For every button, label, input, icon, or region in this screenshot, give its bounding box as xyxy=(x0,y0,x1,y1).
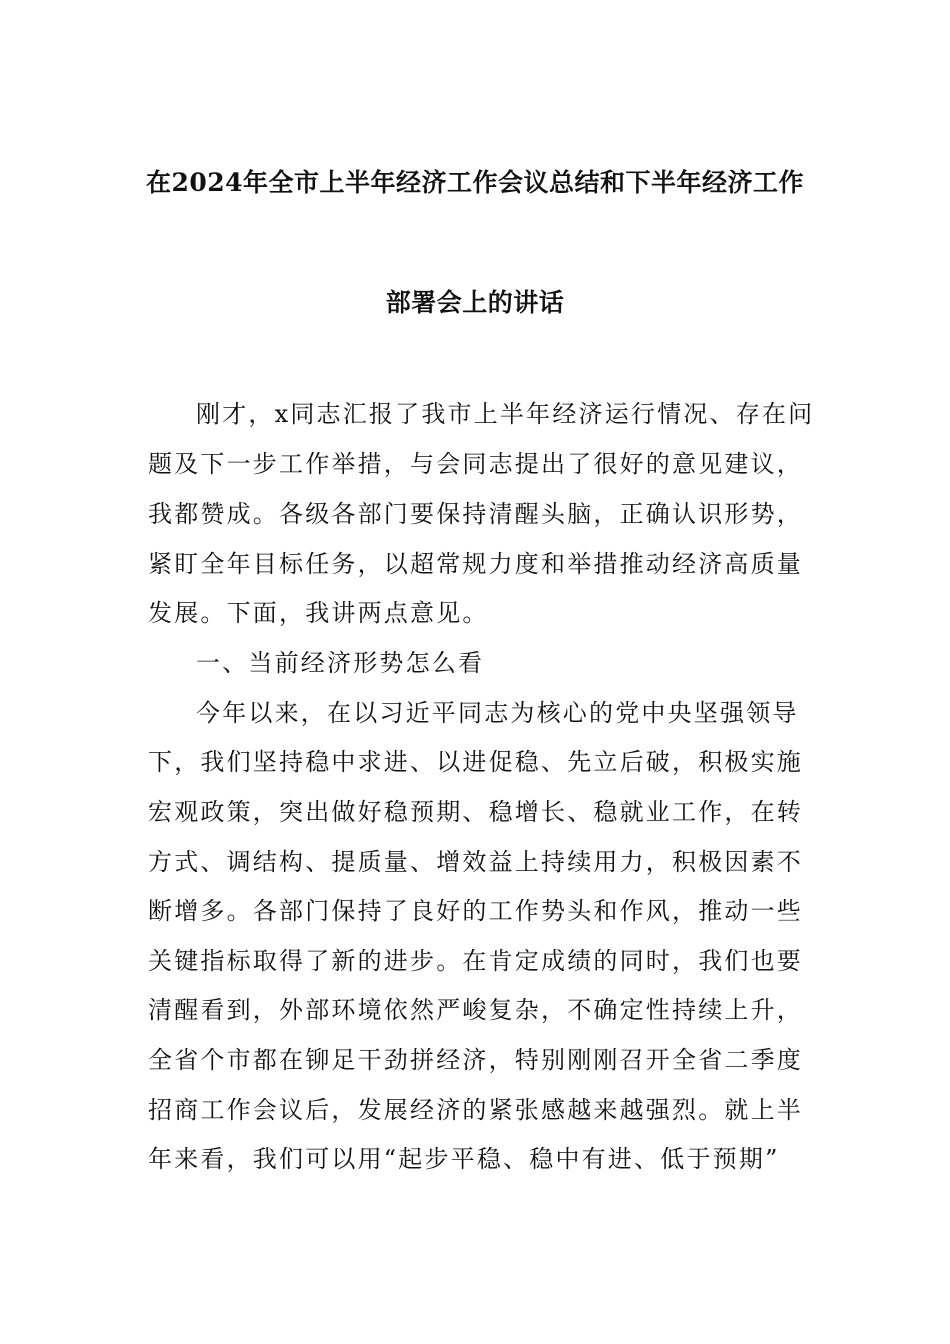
body-line: 下，我们坚持稳中求进、以进促稳、先立后破，积极实施 xyxy=(148,748,803,776)
body-line: 方式、调结构、提质量、增效益上持续用力，积极因素不 xyxy=(148,848,803,876)
body-line: 宏观政策，突出做好稳预期、稳增长、稳就业工作，在转 xyxy=(148,798,803,826)
body-line: 全省个市都在铆足干劲拼经济，特别刚刚召开全省二季度 xyxy=(148,1046,803,1074)
body-line: 刚才，x同志汇报了我市上半年经济运行情况、存在问 xyxy=(196,400,815,428)
document-title-line-2: 部署会上的讲话 xyxy=(385,288,565,317)
document-title-line-1: 在2024年全市上半年经济工作会议总结和下半年经济工作 xyxy=(145,168,805,197)
body-line: 紧盯全年目标任务，以超常规力度和举措推动经济高质量 xyxy=(148,550,803,578)
body-line: 我都赞成。各级各部门要保持清醒头脑，正确认识形势， xyxy=(148,500,803,528)
body-line: 清醒看到，外部环境依然严峻复杂，不确定性持续上升， xyxy=(148,996,803,1024)
body-line: 招商工作会议后，发展经济的紧张感越来越强烈。就上半 xyxy=(148,1096,803,1124)
body-line: 题及下一步工作举措，与会同志提出了很好的意见建议， xyxy=(148,450,803,478)
body-line: 关键指标取得了新的进步。在肯定成绩的同时，我们也要 xyxy=(148,947,803,975)
body-line: 断增多。各部门保持了良好的工作势头和作风，推动一些 xyxy=(148,897,803,925)
body-line: 发展。下面，我讲两点意见。 xyxy=(148,599,489,627)
section-heading: 一、当前经济形势怎么看 xyxy=(196,649,485,677)
body-line: 年来看，我们可以用“起步平稳、稳中有进、低于预期” xyxy=(148,1145,780,1173)
body-line: 今年以来，在以习近平同志为核心的党中央坚强领导 xyxy=(196,699,799,727)
